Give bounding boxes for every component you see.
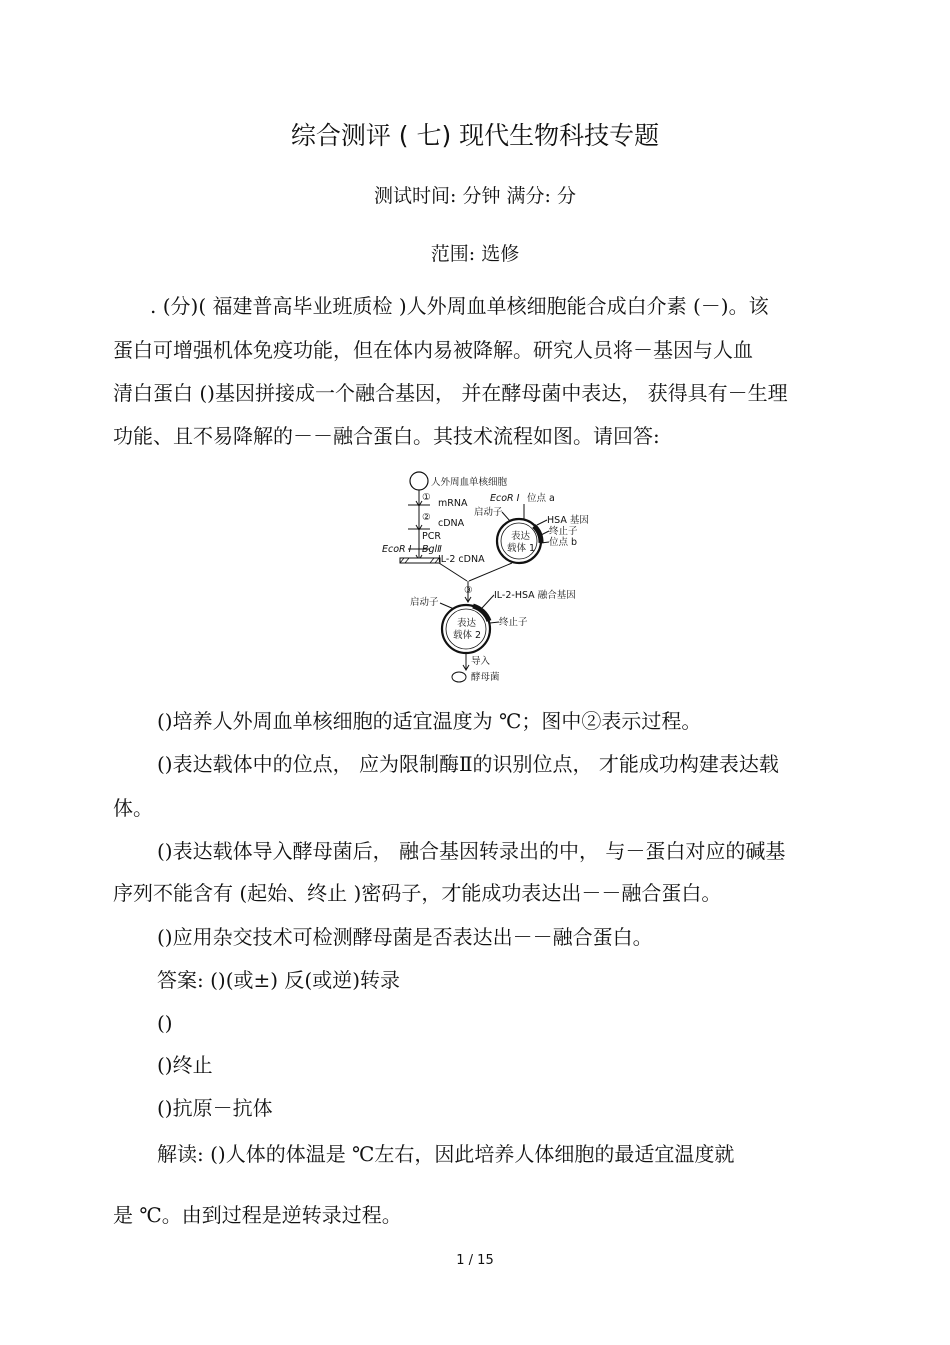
site-b-label: 位点 b [549, 537, 578, 548]
il2-cdna-label: IL-2 cDNA [438, 554, 485, 565]
vector-1-label-line1: 表达 [511, 531, 531, 542]
import-label: 导入 [471, 656, 491, 667]
sub-question-1: ()培养人外周血单核细胞的适宜温度为 ℃；图中②表示过程。 [157, 709, 702, 733]
ecori-site-a-enzyme: EcoR Ⅰ [490, 493, 520, 504]
document-title: 综合测评 ( 七) 现代生物科技专题 [290, 121, 660, 150]
step-2-label: ② [422, 512, 431, 523]
vector-2-label-line2: 载体 2 [453, 630, 482, 641]
question-1-line-1: . (分)( 福建普高毕业班质检 )人外周血单核细胞能合成白介素 (－)。该 [150, 294, 769, 318]
ecori-left-label: EcoR Ⅰ [382, 544, 412, 555]
question-1-line-3: 清白蛋白 ()基因拼接成一个融合基因， 并在酵母菌中表达， 获得具有－生理 [113, 381, 788, 405]
step-3-label: ③ [464, 585, 473, 596]
yeast-label: 酵母菌 [471, 672, 500, 683]
promoter-1-label: 启动子 [474, 507, 503, 518]
question-1-line-2: 蛋白可增强机体免疫功能，但在体内易被降解。研究人员将－基因与人血 [113, 338, 753, 362]
pcr-label: PCR [422, 531, 441, 542]
explanation-line-2: 是 ℃。由到过程是逆转录过程。 [113, 1203, 402, 1227]
yeast-icon [452, 672, 466, 682]
sub-question-3-line-1: ()表达载体导入酵母菌后， 融合基因转录出的中， 与－蛋白对应的碱基 [157, 839, 786, 863]
answer-line-3: ()终止 [157, 1053, 213, 1077]
hsa-gene-segment [534, 526, 541, 543]
sub-question-2-line-1: ()表达载体中的位点， 应为限制酶Ⅱ的识别位点， 才能成功构建表达载 [157, 752, 779, 776]
bglii-label: BglⅡ [422, 544, 442, 555]
question-1-line-4: 功能、且不易降解的－－融合蛋白。其技术流程如图。请回答: [113, 424, 660, 448]
vector-1-label-line2: 载体 1 [507, 543, 536, 554]
fusion-gene-label: IL-2-HSA 融合基因 [494, 590, 576, 601]
sub-question-3-line-2: 序列不能含有 (起始、终止 )密码子，才能成功表达出－－融合蛋白。 [113, 881, 722, 905]
answer-line-4: ()抗原－抗体 [157, 1096, 273, 1120]
cell-icon [410, 472, 428, 490]
sub-question-4: ()应用杂交技术可检测酵母菌是否表达出－－融合蛋白。 [157, 925, 653, 949]
explanation-line-1: 解读: ()人体的体温是 ℃左右，因此培养人体细胞的最适宜温度就 [157, 1142, 735, 1166]
mrna-label: mRNA [438, 498, 468, 509]
site-a-label: 位点 a [527, 493, 555, 504]
hsa-gene-label: HSA 基因 [547, 515, 589, 526]
terminator-1-label: 终止子 [549, 526, 578, 537]
gene-fusion-flow-diagram [372, 463, 602, 688]
vector-2-label-line1: 表达 [457, 618, 477, 629]
range-line: 范围: 选修 [430, 243, 520, 265]
terminator-2-label: 终止子 [499, 617, 528, 628]
cell-label: 人外周血单核细胞 [431, 477, 508, 488]
promoter-2-label: 启动子 [410, 597, 439, 608]
answer-line-2: () [157, 1011, 173, 1035]
test-meta-line: 测试时间: 分钟 满分: 分 [374, 185, 576, 207]
step-1-label: ① [422, 492, 431, 503]
answer-line-1: 答案: ()(或±) 反(或逆)转录 [157, 968, 401, 992]
page-number: 1 / 15 [456, 1253, 494, 1268]
sub-question-2-line-2: 体。 [113, 796, 153, 820]
cdna-label: cDNA [438, 518, 465, 529]
